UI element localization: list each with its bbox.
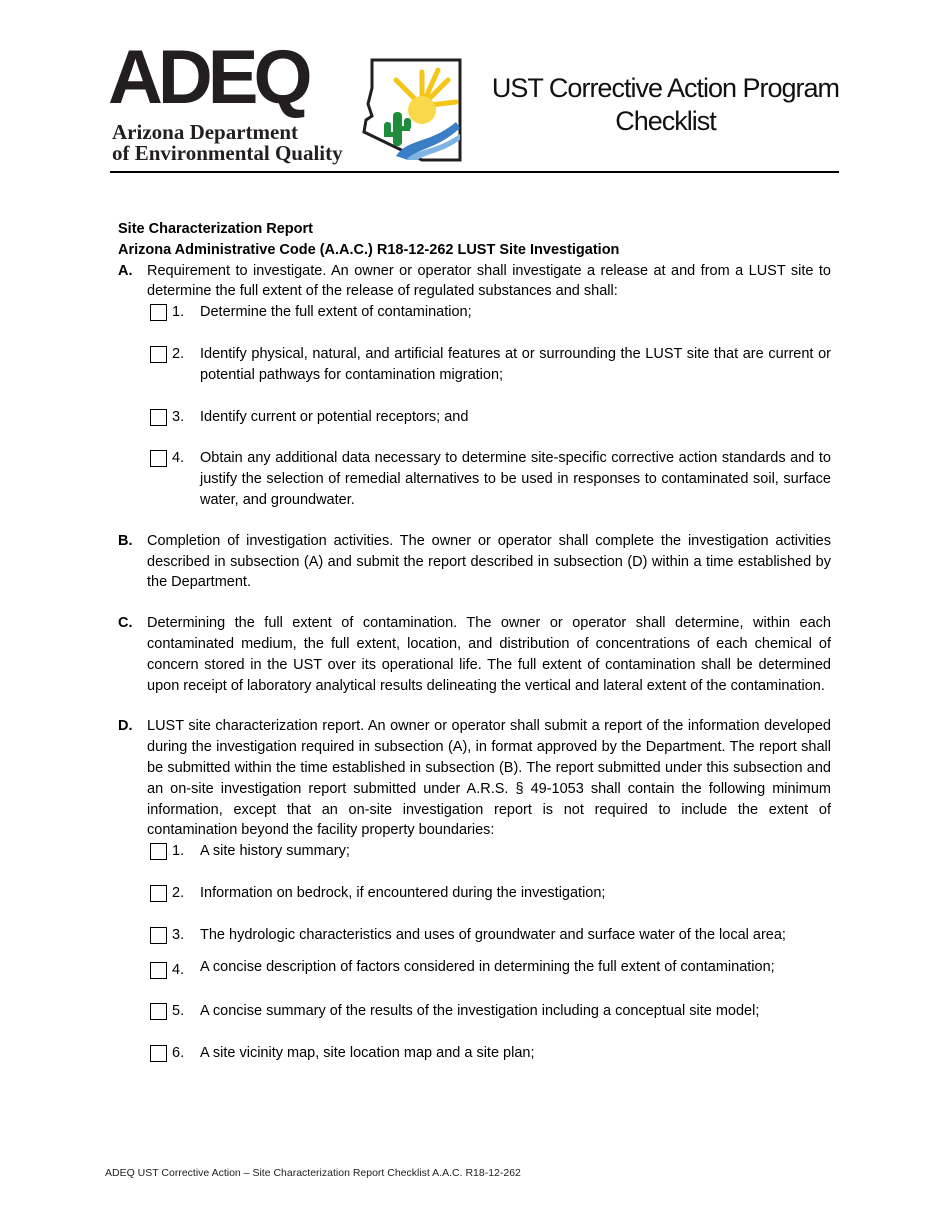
section-b — [118, 531, 831, 593]
checklist-item-d2 — [147, 883, 831, 904]
item-number: 3. — [172, 926, 185, 943]
section-text: LUST site characterization report. An owner or operator shall submit a report of the information developed during the investigation required in subsection (A), in format approved by the Department. The report shall be submitted within the time established in subsection (B). The report submitted under this subsection and an on-site investigation report submitted under A.R.S. § 49-1053 shall contain the following minimum information, except that an on-site investigation report is not required to include the extent of contamination beyond the facility property boundaries: — [147, 718, 831, 839]
item-text: A concise summary of the results of the investigation including a conceptual site model; — [200, 1003, 760, 1020]
item-text: Determine the full extent of contamination; — [200, 304, 472, 321]
logo-line-1: Arizona Department — [112, 120, 299, 144]
title-line-2: Checklist — [615, 106, 716, 136]
logo-acronym: ADEQ — [108, 35, 308, 120]
code-heading: Arizona Administrative Code (A.A.C.) R18-12-262 LUST Site Investigation — [118, 241, 620, 258]
section-letter: A. — [118, 262, 133, 279]
item-text: Information on bedrock, if encountered during the investigation; — [200, 884, 606, 901]
checklist-item-d6 — [147, 1043, 831, 1064]
item-text: The hydrologic characteristics and uses of groundwater and surface water of the local area; — [200, 926, 786, 943]
item-text: A site vicinity map, site location map and a site plan; — [200, 1045, 535, 1062]
header-divider — [110, 171, 839, 173]
document-title — [468, 72, 863, 138]
item-number: 4. — [172, 961, 185, 978]
checkbox[interactable] — [150, 843, 167, 860]
item-number: 6. — [172, 1045, 185, 1062]
item-number: 3. — [172, 408, 185, 425]
logo-line-2: of Environmental Quality — [112, 141, 343, 165]
checkbox[interactable] — [150, 1045, 167, 1062]
section-letter: C. — [118, 615, 133, 632]
checkbox[interactable] — [150, 962, 167, 979]
item-text: Obtain any additional data necessary to determine site-specific corrective action standards and to justify the selection of remedial alternatives to be used in responses to contaminated soil, surface water, and groundwater. — [200, 450, 831, 508]
checkbox[interactable] — [150, 450, 167, 467]
item-number: 1. — [172, 304, 185, 321]
checklist-item-a1 — [147, 302, 831, 323]
checkbox[interactable] — [150, 409, 167, 426]
checklist-item-d4 — [147, 960, 831, 981]
item-text: Identify physical, natural, and artificial features at or surrounding the LUST site that are current or potential pathways for contamination migration; — [200, 345, 831, 383]
checkbox[interactable] — [150, 885, 167, 902]
checkbox[interactable] — [150, 304, 167, 321]
checklist-item-a2 — [147, 344, 831, 386]
checklist-item-d5 — [147, 1001, 831, 1022]
section-letter: B. — [118, 532, 133, 549]
item-number: 4. — [172, 450, 185, 467]
checkbox[interactable] — [150, 927, 167, 944]
item-number: 1. — [172, 843, 185, 860]
item-number: 5. — [172, 1003, 185, 1020]
adeq-logo — [108, 35, 463, 166]
section-a — [118, 261, 831, 303]
checklist-item-d3 — [147, 925, 831, 946]
checklist-content — [118, 219, 831, 1064]
checklist-item-a4 — [147, 448, 831, 510]
section-text: Requirement to investigate. An owner or operator shall investigate a release at and from a LUST site to determine the full extent of the release of regulated substances and shall: — [147, 262, 831, 300]
section-c — [118, 613, 831, 696]
report-heading: Site Characterization Report — [118, 221, 313, 237]
section-letter: D. — [118, 718, 133, 735]
checkbox[interactable] — [150, 1003, 167, 1020]
checklist-item-d1 — [147, 841, 831, 862]
checklist-item-a3 — [147, 407, 831, 428]
section-text: Determining the full extent of contamination. The owner or operator shall determine, within each contaminated medium, the full extent, location, and distribution of concentrations of each chemical of concern stored in the UST over its operational life. The full extent of contamination shall be determined upon receipt of laboratory analytical results delineating the vertical and lateral extent of the contamination. — [147, 615, 831, 694]
arizona-map-icon — [360, 58, 462, 162]
item-number: 2. — [172, 345, 185, 362]
page-footer: ADEQ UST Corrective Action – Site Characterization Report Checklist A.A.C. R18-12-262 — [105, 1167, 521, 1179]
item-number: 2. — [172, 884, 185, 901]
section-d — [118, 716, 831, 841]
item-text: A concise description of factors considered in determining the full extent of contamination; — [200, 958, 775, 975]
title-line-1: UST Corrective Action Program — [491, 73, 840, 103]
item-text: A site history summary; — [200, 843, 350, 860]
item-text: Identify current or potential receptors; and — [200, 408, 469, 425]
section-text: Completion of investigation activities. The owner or operator shall complete the investigation activities described in subsection (A) and submit the report described in subsection (D) within a time established by the Department. — [147, 532, 831, 591]
checkbox[interactable] — [150, 346, 167, 363]
